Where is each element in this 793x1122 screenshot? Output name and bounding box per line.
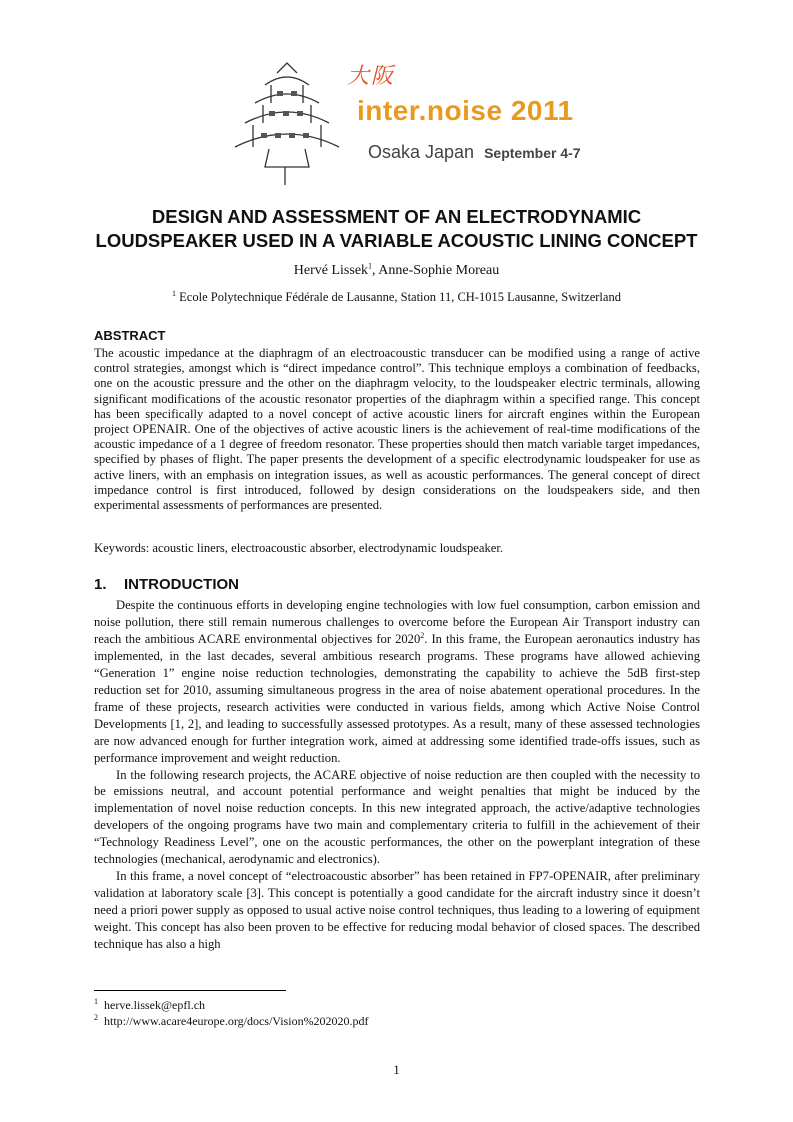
paragraph: In the following research projects, the ACARE objective of noise reduction are then coupled with the necessity to be emissions neutral, and account potential performance and weight penalties that might be induced by the implementation of novel noise reduction concepts. In this new integrated approach, the active/adaptive technologies developers of the ongoing programs have two main and complementary criteria to fulfill in the achievement of their “Technology Readiness Level”, one on the acoustic performances, the other on the powerplant integration of these technologies (mechanical, aerodynamic and electronics). [94,767,700,867]
footnote-url: http://www.acare4europe.org/docs/Vision%202020.pdf [104,1014,369,1028]
page-number: 1 [393,1062,400,1077]
paragraph-text: . In this frame, the European aeronautics industry has implemented, in the last decades, several ambitious research programs. These programs have allowed achieving “Generation 1” engine noise reduction technologies, demonstrating the capability to achieve the 5dB first-step reduction set for 2010, assuming simultaneous progress in the area of noise abatement operational procedures. In the frame of these projects, research activities were conducted in various fields, among which Active Noise Control Developments [1, 2], and leading to successfully assessed prototypes. As a result, many of these assessed technologies are now advanced enough for further integration work, aimed at addressing some identified trade-offs issues, such as performance improvement and weight reduction. [94,631,700,765]
paragraph: In this frame, a novel concept of “electroacoustic absorber” has been retained in FP7-OPENAIR, after preliminary validation at laboratory scale [3]. This concept is potentially a good candidate for the aircraft industry since it doesn’t need a priori power supply as opposed to usual active noise control techniques, thus leading to a lowering of equipment weight. This concept has also been proven to be effective for reducing modal behavior of closed spaces. The described technique has also a high [94,869,700,952]
footnote-email: herve.lissek@epfl.ch [104,998,206,1012]
section-number: 1. [94,576,107,593]
logo-dates: September 4-7 [484,145,581,161]
keywords: Keywords: acoustic liners, electroacoustic absorber, electrodynamic loudspeaker. [94,541,503,555]
author-1: Hervé Lissek [293,263,369,278]
conference-logo [225,55,595,190]
paragraph [94,597,700,767]
footnote [94,998,205,1013]
affiliation-mark: 1 [172,288,177,298]
footnote-number: 2 [94,1013,98,1022]
logo-kanji: 大阪 [347,64,396,89]
footnote-number: 1 [94,997,98,1006]
author-list [0,263,793,279]
introduction-body [94,597,700,953]
abstract-text: The acoustic impedance at the diaphragm of an electroacoustic transducer can be modified using a range of active control strategies, amongst which is “direct impedance control”. This technique employs a combination of feedbacks, one on the acoustic pressure and the other on the diaphragm velocity, to the loudspeaker electric terminals, allowing significant modifications of the acoustic resonator properties of the diaphragm within a specified range. This concept has been specifically adapted to a novel concept of active acoustic liners for aircraft engines within the European project OPENAIR. One of the objectives of active acoustic liners is the achievement of real-time modifications of the acoustic impedance of a 1 degree of freedom resonator. These properties should then match variable target impedances, specified by phases of flight. The paper presents the development of a specific electrodynamic loudspeaker for use as active liners, with an emphasis on integration issues, as well as acoustic performances. The general concept of direct impedance control is first introduced, followed by design considerations on the loudspeakers side, and then experimental assessments of performances are presented. [94,346,700,513]
section-heading-introduction [94,576,239,593]
affiliation-text: Ecole Polytechnique Fédérale de Lausanne, Station 11, CH-1015 Lausanne, Switzerland [176,290,621,304]
paragraph-text: Despite the continuous efforts in developing engine technologies with low fuel consumption, carbon emission and noise pollution, there still remain numerous challenges to overcome before the European Air Transport industry can reach the ambitious ACARE environmental objectives for 2020 [94,598,700,646]
title-line-1: DESIGN AND ASSESSMENT OF AN ELECTRODYNAMIC [151,206,642,227]
logo-city: Osaka Japan [368,142,475,162]
footnote-mark: 2 [420,630,425,640]
logo-location [368,142,581,163]
osaka-castle-icon [225,55,350,190]
author-separator: , [372,263,379,278]
footnote-divider [94,990,286,991]
author-2: Anne-Sophie Moreau [378,263,500,278]
affiliation [0,290,793,305]
title-line-2: LOUDSPEAKER USED IN A VARIABLE ACOUSTIC LINING CONCEPT [95,230,698,251]
abstract-heading: ABSTRACT [94,328,166,343]
section-title: INTRODUCTION [124,576,239,593]
paper-title [60,205,733,253]
logo-conference-name: inter.noise 2011 [357,95,574,126]
author-1-affiliation-mark: 1 [368,261,373,271]
footnote [94,1014,369,1029]
